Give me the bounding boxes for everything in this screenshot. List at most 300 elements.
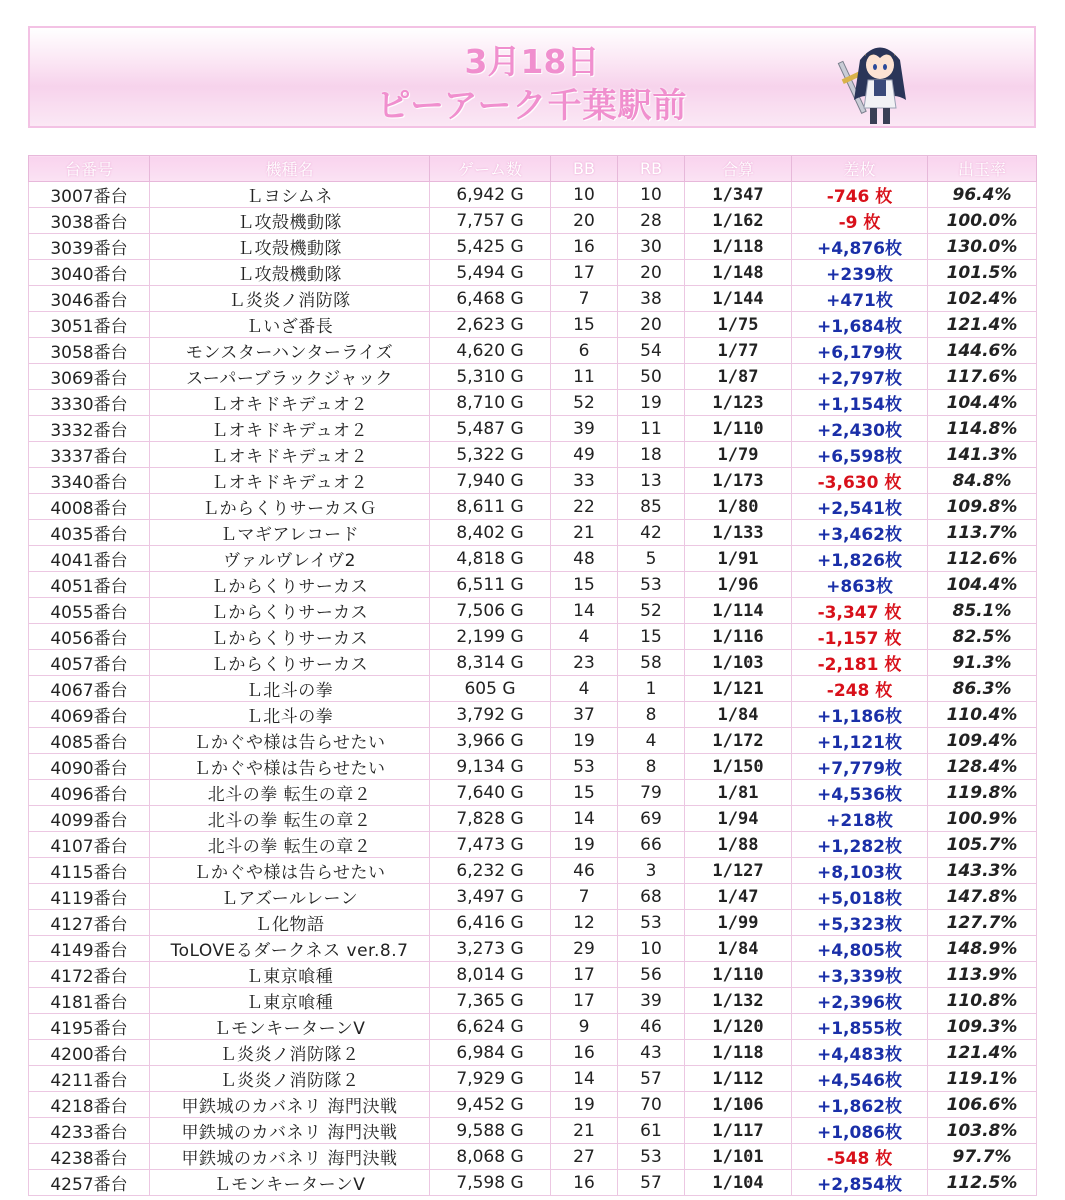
bb-cell: 14 (551, 806, 618, 832)
col-header-difference: 差枚 (792, 156, 928, 182)
rb-cell: 30 (618, 234, 685, 260)
rb-cell: 19 (618, 390, 685, 416)
bb-cell: 53 (551, 754, 618, 780)
games-cell: 7,940 G (430, 468, 551, 494)
combined-cell: 1/80 (685, 494, 792, 520)
difference-cell: +5,323枚 (792, 910, 928, 936)
rb-cell: 57 (618, 1170, 685, 1196)
payout-rate-cell: 121.4% (928, 312, 1037, 338)
table-header-row (29, 156, 1037, 182)
combined-cell: 1/133 (685, 520, 792, 546)
table-row (29, 234, 1037, 260)
table-row (29, 286, 1037, 312)
store-title: ピーアーク千葉駅前 (376, 86, 688, 126)
machine-name-cell: Ｌ北斗の拳 (150, 676, 430, 702)
machine-number-cell: 4041番台 (29, 546, 150, 572)
difference-cell: +1,862枚 (792, 1092, 928, 1118)
games-cell: 7,506 G (430, 598, 551, 624)
table-row (29, 1092, 1037, 1118)
machine-number-cell: 4055番台 (29, 598, 150, 624)
machine-number-cell: 3046番台 (29, 286, 150, 312)
rb-cell: 69 (618, 806, 685, 832)
table-row (29, 1144, 1037, 1170)
combined-cell: 1/79 (685, 442, 792, 468)
machine-name-cell: Ｌオキドキデュオ２ (150, 416, 430, 442)
payout-rate-cell: 112.5% (928, 1170, 1037, 1196)
machine-number-cell: 3337番台 (29, 442, 150, 468)
difference-cell: +2,797枚 (792, 364, 928, 390)
table-row (29, 312, 1037, 338)
machine-number-cell: 3069番台 (29, 364, 150, 390)
rb-cell: 57 (618, 1066, 685, 1092)
machine-name-cell: 甲鉄城のカバネリ 海門決戦 (150, 1118, 430, 1144)
machine-name-cell: Ｌ攻殻機動隊 (150, 234, 430, 260)
combined-cell: 1/96 (685, 572, 792, 598)
bb-cell: 16 (551, 234, 618, 260)
combined-cell: 1/104 (685, 1170, 792, 1196)
games-cell: 4,818 G (430, 546, 551, 572)
col-header-rb: RB (618, 156, 685, 182)
combined-cell: 1/101 (685, 1144, 792, 1170)
machine-name-cell: ＬモンキーターンV (150, 1014, 430, 1040)
games-cell: 605 G (430, 676, 551, 702)
games-cell: 8,314 G (430, 650, 551, 676)
rb-cell: 79 (618, 780, 685, 806)
combined-cell: 1/103 (685, 650, 792, 676)
games-cell: 8,710 G (430, 390, 551, 416)
machine-name-cell: Ｌ化物語 (150, 910, 430, 936)
payout-rate-cell: 109.3% (928, 1014, 1037, 1040)
bb-cell: 16 (551, 1040, 618, 1066)
machine-number-cell: 4069番台 (29, 702, 150, 728)
col-header-payout-rate: 出玉率 (928, 156, 1037, 182)
table-row (29, 1040, 1037, 1066)
games-cell: 2,623 G (430, 312, 551, 338)
difference-cell: -248 枚 (792, 676, 928, 702)
machine-number-cell: 4200番台 (29, 1040, 150, 1066)
rb-cell: 4 (618, 728, 685, 754)
bb-cell: 11 (551, 364, 618, 390)
rb-cell: 54 (618, 338, 685, 364)
difference-cell: -9 枚 (792, 208, 928, 234)
combined-cell: 1/114 (685, 598, 792, 624)
machine-name-cell: Ｌ炎炎ノ消防隊 (150, 286, 430, 312)
machine-number-cell: 4057番台 (29, 650, 150, 676)
rb-cell: 11 (618, 416, 685, 442)
combined-cell: 1/116 (685, 624, 792, 650)
table-row (29, 1170, 1037, 1196)
payout-rate-cell: 101.5% (928, 260, 1037, 286)
games-cell: 5,322 G (430, 442, 551, 468)
table-row (29, 780, 1037, 806)
machine-name-cell: Ｌ攻殻機動隊 (150, 260, 430, 286)
rb-cell: 70 (618, 1092, 685, 1118)
combined-cell: 1/118 (685, 1040, 792, 1066)
combined-cell: 1/132 (685, 988, 792, 1014)
table-row (29, 884, 1037, 910)
bb-cell: 37 (551, 702, 618, 728)
combined-cell: 1/84 (685, 702, 792, 728)
payout-rate-cell: 100.9% (928, 806, 1037, 832)
machine-name-cell: Ｌオキドキデュオ２ (150, 468, 430, 494)
payout-rate-cell: 143.3% (928, 858, 1037, 884)
games-cell: 8,611 G (430, 494, 551, 520)
difference-cell: -2,181 枚 (792, 650, 928, 676)
games-cell: 7,365 G (430, 988, 551, 1014)
machine-number-cell: 4211番台 (29, 1066, 150, 1092)
bb-cell: 15 (551, 572, 618, 598)
games-cell: 5,310 G (430, 364, 551, 390)
header-banner (28, 26, 1036, 128)
machine-name-cell: 北斗の拳 転生の章２ (150, 806, 430, 832)
combined-cell: 1/123 (685, 390, 792, 416)
combined-cell: 1/77 (685, 338, 792, 364)
games-cell: 7,598 G (430, 1170, 551, 1196)
table-row (29, 338, 1037, 364)
machine-name-cell: Ｌからくりサーカス (150, 598, 430, 624)
table-row (29, 364, 1037, 390)
rb-cell: 20 (618, 260, 685, 286)
table-row (29, 260, 1037, 286)
rb-cell: 28 (618, 208, 685, 234)
bb-cell: 23 (551, 650, 618, 676)
machine-number-cell: 4233番台 (29, 1118, 150, 1144)
table-row (29, 494, 1037, 520)
machine-number-cell: 3340番台 (29, 468, 150, 494)
combined-cell: 1/127 (685, 858, 792, 884)
table-row (29, 754, 1037, 780)
difference-cell: -1,157 枚 (792, 624, 928, 650)
combined-cell: 1/173 (685, 468, 792, 494)
rb-cell: 38 (618, 286, 685, 312)
table-row (29, 390, 1037, 416)
games-cell: 3,273 G (430, 936, 551, 962)
machine-name-cell: ToLOVEるダークネス ver.8.7 (150, 936, 430, 962)
table-row (29, 962, 1037, 988)
rb-cell: 43 (618, 1040, 685, 1066)
payout-rate-cell: 110.4% (928, 702, 1037, 728)
payout-rate-cell: 147.8% (928, 884, 1037, 910)
games-cell: 5,425 G (430, 234, 551, 260)
machine-number-cell: 4257番台 (29, 1170, 150, 1196)
payout-rate-cell: 82.5% (928, 624, 1037, 650)
bb-cell: 4 (551, 676, 618, 702)
combined-cell: 1/112 (685, 1066, 792, 1092)
bb-cell: 17 (551, 962, 618, 988)
bb-cell: 15 (551, 780, 618, 806)
difference-cell: +239枚 (792, 260, 928, 286)
col-header-bb: BB (551, 156, 618, 182)
machine-name-cell: Ｌヨシムネ (150, 182, 430, 208)
machine-number-cell: 4238番台 (29, 1144, 150, 1170)
bb-cell: 48 (551, 546, 618, 572)
games-cell: 6,416 G (430, 910, 551, 936)
bb-cell: 12 (551, 910, 618, 936)
bb-cell: 14 (551, 598, 618, 624)
table-row (29, 624, 1037, 650)
machine-number-cell: 4127番台 (29, 910, 150, 936)
games-cell: 7,757 G (430, 208, 551, 234)
games-cell: 8,402 G (430, 520, 551, 546)
games-cell: 9,134 G (430, 754, 551, 780)
machine-number-cell: 4056番台 (29, 624, 150, 650)
col-header-games: ゲーム数 (430, 156, 551, 182)
combined-cell: 1/91 (685, 546, 792, 572)
table-row (29, 728, 1037, 754)
table-row (29, 676, 1037, 702)
rb-cell: 68 (618, 884, 685, 910)
bb-cell: 33 (551, 468, 618, 494)
bb-cell: 17 (551, 988, 618, 1014)
machine-number-cell: 4149番台 (29, 936, 150, 962)
machine-name-cell: Ｌ東京喰種 (150, 962, 430, 988)
rb-cell: 61 (618, 1118, 685, 1144)
payout-rate-cell: 148.9% (928, 936, 1037, 962)
rb-cell: 8 (618, 754, 685, 780)
date-title: 3月18日 (464, 42, 600, 81)
table-row (29, 858, 1037, 884)
payout-rate-cell: 86.3% (928, 676, 1037, 702)
rb-cell: 53 (618, 572, 685, 598)
difference-cell: +7,779枚 (792, 754, 928, 780)
machine-number-cell: 4051番台 (29, 572, 150, 598)
rb-cell: 15 (618, 624, 685, 650)
difference-cell: -3,630 枚 (792, 468, 928, 494)
machine-name-cell: Ｌアズールレーン (150, 884, 430, 910)
machine-name-cell: Ｌ炎炎ノ消防隊２ (150, 1066, 430, 1092)
machine-name-cell: Ｌオキドキデュオ２ (150, 442, 430, 468)
machine-name-cell: Ｌ炎炎ノ消防隊２ (150, 1040, 430, 1066)
games-cell: 5,494 G (430, 260, 551, 286)
bb-cell: 15 (551, 312, 618, 338)
games-cell: 9,452 G (430, 1092, 551, 1118)
machine-name-cell: Ｌかぐや様は告らせたい (150, 858, 430, 884)
bb-cell: 4 (551, 624, 618, 650)
rb-cell: 58 (618, 650, 685, 676)
difference-cell: -3,347 枚 (792, 598, 928, 624)
machine-name-cell: Ｌオキドキデュオ２ (150, 390, 430, 416)
bb-cell: 19 (551, 1092, 618, 1118)
difference-cell: +1,282枚 (792, 832, 928, 858)
bb-cell: 27 (551, 1144, 618, 1170)
games-cell: 8,014 G (430, 962, 551, 988)
payout-rate-cell: 109.8% (928, 494, 1037, 520)
machine-number-cell: 4090番台 (29, 754, 150, 780)
payout-rate-cell: 97.7% (928, 1144, 1037, 1170)
bb-cell: 20 (551, 208, 618, 234)
difference-cell: +4,805枚 (792, 936, 928, 962)
machine-name-cell: モンスターハンターライズ (150, 338, 430, 364)
bb-cell: 19 (551, 728, 618, 754)
combined-cell: 1/118 (685, 234, 792, 260)
machine-number-cell: 3039番台 (29, 234, 150, 260)
payout-rate-cell: 113.9% (928, 962, 1037, 988)
machine-name-cell: Ｌ東京喰種 (150, 988, 430, 1014)
payout-rate-cell: 114.8% (928, 416, 1037, 442)
table-row (29, 936, 1037, 962)
payout-rate-cell: 121.4% (928, 1040, 1037, 1066)
difference-cell: +2,430枚 (792, 416, 928, 442)
table-row (29, 546, 1037, 572)
combined-cell: 1/106 (685, 1092, 792, 1118)
table-row (29, 182, 1037, 208)
difference-cell: +4,483枚 (792, 1040, 928, 1066)
combined-cell: 1/88 (685, 832, 792, 858)
machine-number-cell: 4172番台 (29, 962, 150, 988)
games-cell: 8,068 G (430, 1144, 551, 1170)
rb-cell: 53 (618, 910, 685, 936)
games-cell: 3,497 G (430, 884, 551, 910)
difference-cell: +2,854枚 (792, 1170, 928, 1196)
bb-cell: 39 (551, 416, 618, 442)
table-row (29, 468, 1037, 494)
games-cell: 6,984 G (430, 1040, 551, 1066)
machine-name-cell: ＬモンキーターンV (150, 1170, 430, 1196)
games-cell: 6,232 G (430, 858, 551, 884)
difference-cell: +471枚 (792, 286, 928, 312)
combined-cell: 1/84 (685, 936, 792, 962)
payout-rate-cell: 144.6% (928, 338, 1037, 364)
rb-cell: 53 (618, 1144, 685, 1170)
games-cell: 4,620 G (430, 338, 551, 364)
difference-cell: -548 枚 (792, 1144, 928, 1170)
machine-number-cell: 4035番台 (29, 520, 150, 546)
machine-number-cell: 4119番台 (29, 884, 150, 910)
combined-cell: 1/148 (685, 260, 792, 286)
machine-number-cell: 4096番台 (29, 780, 150, 806)
payout-rate-cell: 96.4% (928, 182, 1037, 208)
rb-cell: 56 (618, 962, 685, 988)
payout-rate-cell: 104.4% (928, 390, 1037, 416)
machine-number-cell: 4195番台 (29, 1014, 150, 1040)
payout-rate-cell: 85.1% (928, 598, 1037, 624)
difference-cell: +218枚 (792, 806, 928, 832)
combined-cell: 1/110 (685, 416, 792, 442)
difference-cell: +1,086枚 (792, 1118, 928, 1144)
machine-name-cell: ＬからくりサーカスＧ (150, 494, 430, 520)
difference-cell: +6,598枚 (792, 442, 928, 468)
table-row (29, 910, 1037, 936)
difference-cell: +1,186枚 (792, 702, 928, 728)
machine-name-cell: スーパーブラックジャック (150, 364, 430, 390)
payout-rate-cell: 113.7% (928, 520, 1037, 546)
machine-name-cell: Ｌ攻殻機動隊 (150, 208, 430, 234)
combined-cell: 1/144 (685, 286, 792, 312)
machine-name-cell: 北斗の拳 転生の章２ (150, 832, 430, 858)
table-row (29, 702, 1037, 728)
bb-cell: 49 (551, 442, 618, 468)
rb-cell: 46 (618, 1014, 685, 1040)
difference-cell: +6,179枚 (792, 338, 928, 364)
machine-name-cell: 甲鉄城のカバネリ 海門決戦 (150, 1092, 430, 1118)
rb-cell: 50 (618, 364, 685, 390)
machine-name-cell: Ｌいざ番長 (150, 312, 430, 338)
machine-number-cell: 4218番台 (29, 1092, 150, 1118)
combined-cell: 1/347 (685, 182, 792, 208)
payout-rate-cell: 109.4% (928, 728, 1037, 754)
machine-number-cell: 4085番台 (29, 728, 150, 754)
table-row (29, 832, 1037, 858)
machine-name-cell: Ｌかぐや様は告らせたい (150, 754, 430, 780)
table-row (29, 1118, 1037, 1144)
combined-cell: 1/121 (685, 676, 792, 702)
combined-cell: 1/99 (685, 910, 792, 936)
machine-number-cell: 4115番台 (29, 858, 150, 884)
difference-cell: +8,103枚 (792, 858, 928, 884)
machine-number-cell: 4181番台 (29, 988, 150, 1014)
machine-number-cell: 3007番台 (29, 182, 150, 208)
payout-rate-cell: 106.6% (928, 1092, 1037, 1118)
difference-cell: +4,876枚 (792, 234, 928, 260)
bb-cell: 6 (551, 338, 618, 364)
difference-cell: +4,546枚 (792, 1066, 928, 1092)
rb-cell: 85 (618, 494, 685, 520)
table-row (29, 806, 1037, 832)
bb-cell: 7 (551, 884, 618, 910)
combined-cell: 1/117 (685, 1118, 792, 1144)
rb-cell: 13 (618, 468, 685, 494)
machine-name-cell: 北斗の拳 転生の章２ (150, 780, 430, 806)
difference-cell: +863枚 (792, 572, 928, 598)
games-cell: 5,487 G (430, 416, 551, 442)
machine-number-cell: 3058番台 (29, 338, 150, 364)
rb-cell: 52 (618, 598, 685, 624)
combined-cell: 1/75 (685, 312, 792, 338)
machine-name-cell: Ｌからくりサーカス (150, 650, 430, 676)
rb-cell: 18 (618, 442, 685, 468)
bb-cell: 14 (551, 1066, 618, 1092)
machine-number-cell: 4099番台 (29, 806, 150, 832)
difference-cell: +1,684枚 (792, 312, 928, 338)
payout-rate-cell: 110.8% (928, 988, 1037, 1014)
machine-name-cell: Ｌからくりサーカス (150, 572, 430, 598)
table-row (29, 520, 1037, 546)
games-cell: 7,929 G (430, 1066, 551, 1092)
payout-rate-cell: 105.7% (928, 832, 1037, 858)
difference-cell: -746 枚 (792, 182, 928, 208)
difference-cell: +1,826枚 (792, 546, 928, 572)
rb-cell: 3 (618, 858, 685, 884)
machine-name-cell: Ｌかぐや様は告らせたい (150, 728, 430, 754)
combined-cell: 1/81 (685, 780, 792, 806)
bb-cell: 7 (551, 286, 618, 312)
combined-cell: 1/120 (685, 1014, 792, 1040)
payout-rate-cell: 127.7% (928, 910, 1037, 936)
bb-cell: 46 (551, 858, 618, 884)
games-cell: 3,792 G (430, 702, 551, 728)
difference-cell: +2,396枚 (792, 988, 928, 1014)
machine-name-cell: Ｌマギアレコード (150, 520, 430, 546)
rb-cell: 66 (618, 832, 685, 858)
table-row (29, 650, 1037, 676)
col-header-machine-number: 台番号 (29, 156, 150, 182)
games-cell: 6,511 G (430, 572, 551, 598)
table-row (29, 572, 1037, 598)
payout-rate-cell: 117.6% (928, 364, 1037, 390)
bb-cell: 21 (551, 520, 618, 546)
table-row (29, 416, 1037, 442)
table-row (29, 598, 1037, 624)
games-cell: 3,966 G (430, 728, 551, 754)
combined-cell: 1/172 (685, 728, 792, 754)
difference-cell: +2,541枚 (792, 494, 928, 520)
rb-cell: 8 (618, 702, 685, 728)
bb-cell: 10 (551, 182, 618, 208)
machine-number-cell: 3330番台 (29, 390, 150, 416)
payout-rate-cell: 112.6% (928, 546, 1037, 572)
games-cell: 7,828 G (430, 806, 551, 832)
table-row (29, 1014, 1037, 1040)
